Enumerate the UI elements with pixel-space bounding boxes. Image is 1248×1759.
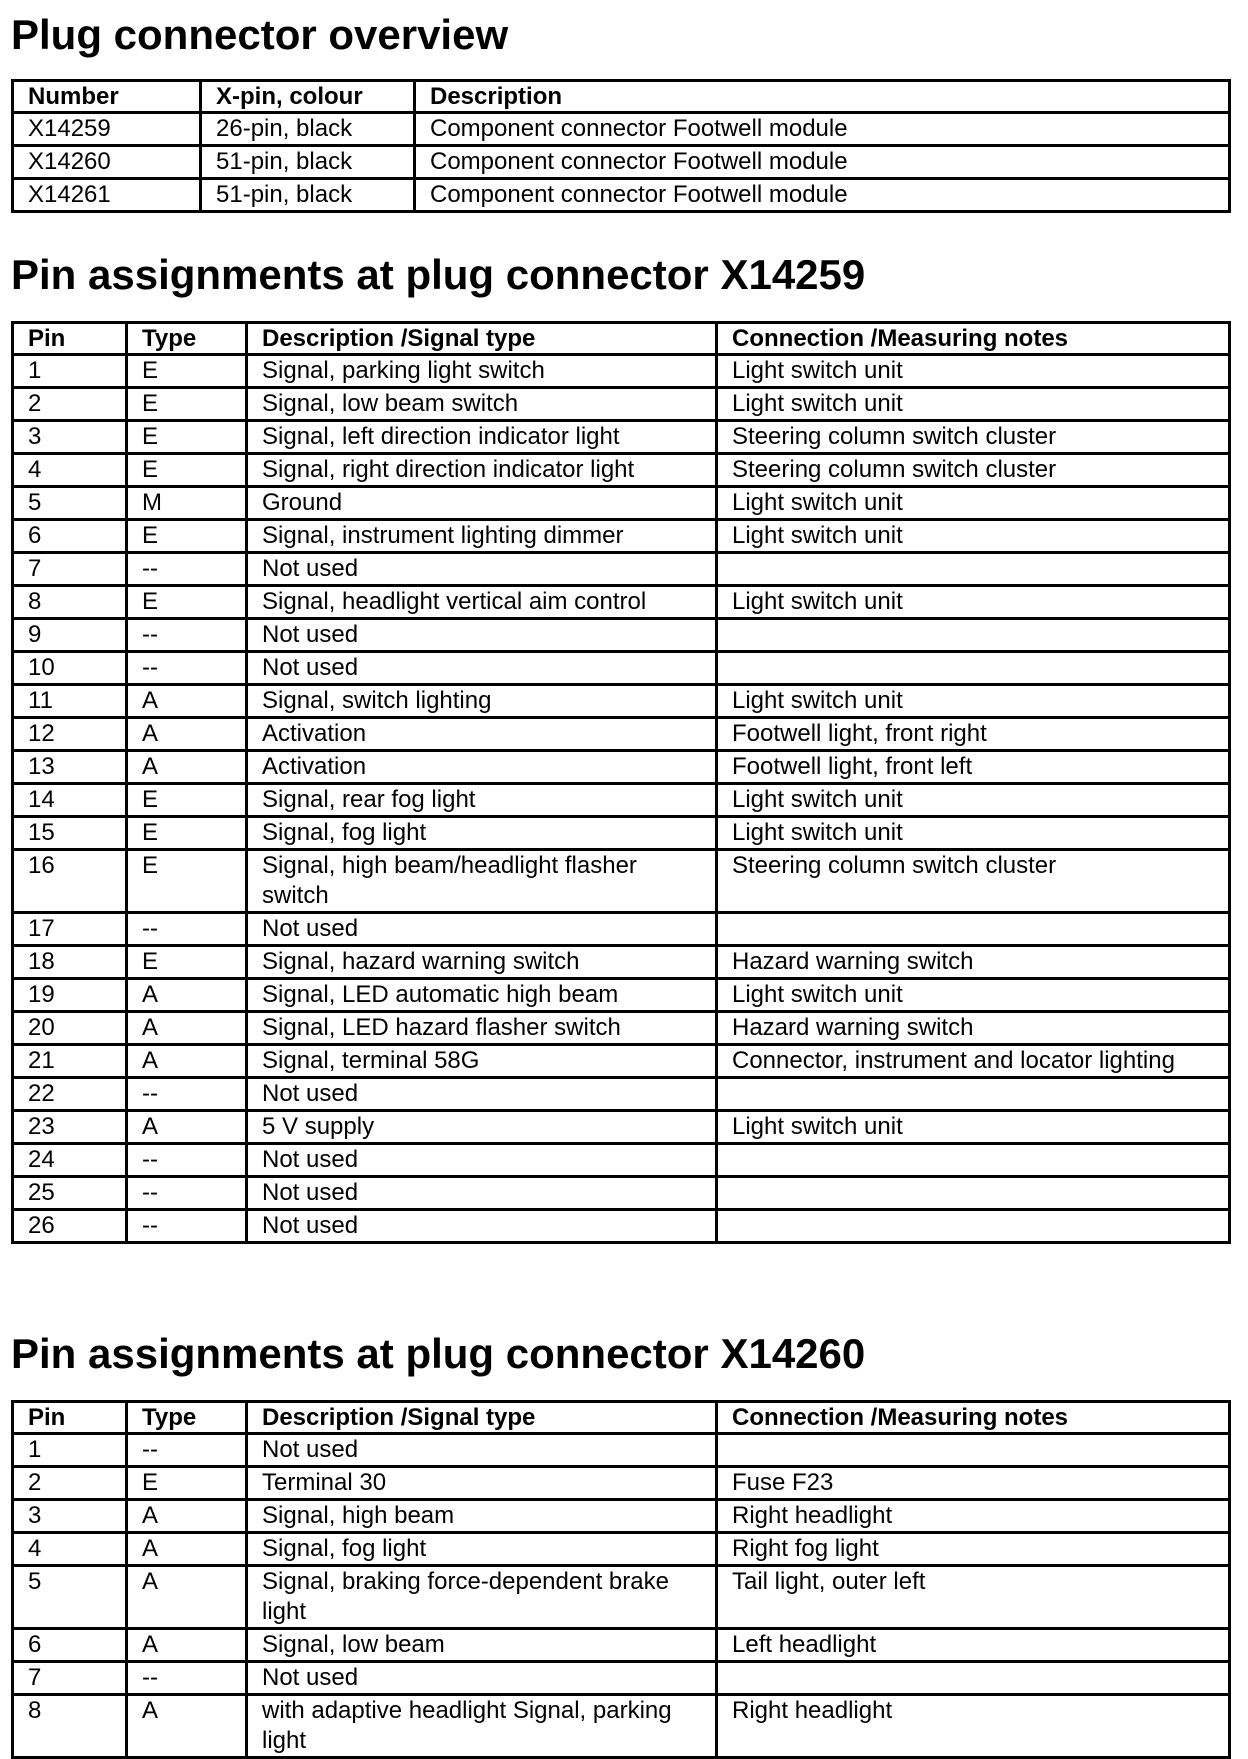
- description-cell: Signal, braking force-dependent brake light: [247, 1566, 717, 1629]
- x14260-title: Pin assignments at plug connector X14260: [11, 1330, 866, 1377]
- pin-cell: 25: [13, 1177, 127, 1210]
- description-cell: Signal, right direction indicator light: [247, 454, 717, 487]
- description-cell: Signal, LED hazard flasher switch: [247, 1012, 717, 1045]
- description-cell: Component connector Footwell module: [415, 179, 1230, 212]
- column-header-x-pin-colour: X-pin, colour: [201, 81, 415, 113]
- connection-cell: [717, 1078, 1230, 1111]
- table-row: [13, 1695, 1230, 1758]
- pin-cell: 6: [13, 520, 127, 553]
- description-cell: Terminal 30: [247, 1467, 717, 1500]
- table-row: [13, 1177, 1230, 1210]
- connection-cell: Light switch unit: [717, 1111, 1230, 1144]
- description-cell: with adaptive headlight Signal, parking light: [247, 1695, 717, 1758]
- pin-cell: 4: [13, 1533, 127, 1566]
- description-cell: Not used: [247, 553, 717, 586]
- type-cell: E: [127, 520, 247, 553]
- number-cell: X14260: [13, 146, 201, 179]
- table-row: [13, 355, 1230, 388]
- description-cell: Signal, headlight vertical aim control: [247, 586, 717, 619]
- table-row: [13, 1629, 1230, 1662]
- description-cell: 5 V supply: [247, 1111, 717, 1144]
- type-cell: --: [127, 913, 247, 946]
- table-row: [13, 1662, 1230, 1695]
- description-cell: Signal, fog light: [247, 817, 717, 850]
- type-cell: A: [127, 1111, 247, 1144]
- type-cell: --: [127, 1662, 247, 1695]
- description-cell: Ground: [247, 487, 717, 520]
- pin-cell: 2: [13, 1467, 127, 1500]
- table-row: [13, 179, 1230, 212]
- connection-cell: Steering column switch cluster: [717, 421, 1230, 454]
- connection-cell: Connector, instrument and locator lighting: [717, 1045, 1230, 1078]
- pin-cell: 2: [13, 388, 127, 421]
- pin-cell: 26: [13, 1210, 127, 1243]
- connection-cell: [717, 913, 1230, 946]
- table-row: [13, 586, 1230, 619]
- description-cell: Not used: [247, 619, 717, 652]
- description-cell: Signal, low beam switch: [247, 388, 717, 421]
- pin-cell: 15: [13, 817, 127, 850]
- column-header-connection: Connection /Measuring notes: [717, 323, 1230, 355]
- table-row: [13, 652, 1230, 685]
- pin-cell: 6: [13, 1629, 127, 1662]
- table-row: [13, 1210, 1230, 1243]
- description-cell: Not used: [247, 1078, 717, 1111]
- pin-cell: 10: [13, 652, 127, 685]
- connection-cell: [717, 1434, 1230, 1467]
- pin-cell: 7: [13, 553, 127, 586]
- table-row: [13, 1467, 1230, 1500]
- description-cell: Activation: [247, 751, 717, 784]
- table-row: [13, 1500, 1230, 1533]
- type-cell: A: [127, 1695, 247, 1758]
- table-row: [13, 913, 1230, 946]
- header-row: [13, 1402, 1230, 1434]
- type-cell: E: [127, 586, 247, 619]
- column-header-description: Description: [415, 81, 1230, 113]
- table-row: [13, 817, 1230, 850]
- pin-cell: 11: [13, 685, 127, 718]
- type-cell: E: [127, 355, 247, 388]
- x-pin-colour-cell: 51-pin, black: [201, 179, 415, 212]
- table-row: [13, 388, 1230, 421]
- description-cell: Signal, high beam: [247, 1500, 717, 1533]
- connection-cell: Left headlight: [717, 1629, 1230, 1662]
- description-cell: Signal, instrument lighting dimmer: [247, 520, 717, 553]
- type-cell: --: [127, 1210, 247, 1243]
- connection-cell: Light switch unit: [717, 487, 1230, 520]
- description-cell: Signal, switch lighting: [247, 685, 717, 718]
- description-cell: Signal, high beam/headlight flasher switch: [247, 850, 717, 913]
- pin-cell: 12: [13, 718, 127, 751]
- x14259-title: Pin assignments at plug connector X14259: [11, 251, 866, 298]
- description-cell: Not used: [247, 1144, 717, 1177]
- pin-cell: 21: [13, 1045, 127, 1078]
- pin-cell: 20: [13, 1012, 127, 1045]
- table-row: [13, 520, 1230, 553]
- table-row: [13, 751, 1230, 784]
- table-row: [13, 1012, 1230, 1045]
- table-row: [13, 113, 1230, 146]
- column-header-type: Type: [127, 1402, 247, 1434]
- connection-cell: Light switch unit: [717, 784, 1230, 817]
- connection-cell: Light switch unit: [717, 388, 1230, 421]
- description-cell: Component connector Footwell module: [415, 113, 1230, 146]
- type-cell: M: [127, 487, 247, 520]
- table-row: [13, 1045, 1230, 1078]
- type-cell: A: [127, 718, 247, 751]
- connection-cell: [717, 1210, 1230, 1243]
- pin-cell: 23: [13, 1111, 127, 1144]
- type-cell: E: [127, 850, 247, 913]
- pin-cell: 8: [13, 586, 127, 619]
- pin-cell: 3: [13, 1500, 127, 1533]
- column-header-number: Number: [13, 81, 201, 113]
- table-row: [13, 979, 1230, 1012]
- description-cell: Not used: [247, 1662, 717, 1695]
- description-cell: Signal, hazard warning switch: [247, 946, 717, 979]
- connection-cell: [717, 1144, 1230, 1177]
- overview-table: [11, 79, 1231, 213]
- connection-cell: Right headlight: [717, 1695, 1230, 1758]
- connection-cell: Footwell light, front left: [717, 751, 1230, 784]
- pin-cell: 18: [13, 946, 127, 979]
- header-row: [13, 323, 1230, 355]
- connection-cell: Light switch unit: [717, 355, 1230, 388]
- connection-cell: Tail light, outer left: [717, 1566, 1230, 1629]
- type-cell: --: [127, 652, 247, 685]
- column-header-pin: Pin: [13, 323, 127, 355]
- description-cell: Signal, LED automatic high beam: [247, 979, 717, 1012]
- pin-cell: 22: [13, 1078, 127, 1111]
- table-row: [13, 146, 1230, 179]
- type-cell: --: [127, 1078, 247, 1111]
- pin-cell: 5: [13, 1566, 127, 1629]
- type-cell: E: [127, 946, 247, 979]
- description-cell: Not used: [247, 652, 717, 685]
- connection-cell: Light switch unit: [717, 685, 1230, 718]
- description-cell: Not used: [247, 1434, 717, 1467]
- column-header-type: Type: [127, 323, 247, 355]
- connection-cell: Steering column switch cluster: [717, 454, 1230, 487]
- table-row: [13, 1434, 1230, 1467]
- pin-cell: 16: [13, 850, 127, 913]
- pin-cell: 5: [13, 487, 127, 520]
- type-cell: E: [127, 421, 247, 454]
- table-row: [13, 1111, 1230, 1144]
- table-row: [13, 454, 1230, 487]
- table-row: [13, 784, 1230, 817]
- connection-cell: [717, 652, 1230, 685]
- table-row: [13, 421, 1230, 454]
- pin-cell: 4: [13, 454, 127, 487]
- type-cell: A: [127, 685, 247, 718]
- connection-cell: Light switch unit: [717, 586, 1230, 619]
- type-cell: A: [127, 751, 247, 784]
- x-pin-colour-cell: 51-pin, black: [201, 146, 415, 179]
- description-cell: Signal, parking light switch: [247, 355, 717, 388]
- pin-cell: 13: [13, 751, 127, 784]
- type-cell: A: [127, 1629, 247, 1662]
- type-cell: E: [127, 388, 247, 421]
- connection-cell: Hazard warning switch: [717, 946, 1230, 979]
- connection-cell: [717, 619, 1230, 652]
- pin-cell: 24: [13, 1144, 127, 1177]
- type-cell: A: [127, 1533, 247, 1566]
- column-header-pin: Pin: [13, 1402, 127, 1434]
- x14260-pin-table: [11, 1400, 1231, 1759]
- table-row: [13, 1078, 1230, 1111]
- table-row: [13, 619, 1230, 652]
- type-cell: E: [127, 1467, 247, 1500]
- column-header-description: Description /Signal type: [247, 323, 717, 355]
- type-cell: --: [127, 619, 247, 652]
- description-cell: Not used: [247, 913, 717, 946]
- number-cell: X14261: [13, 179, 201, 212]
- description-cell: Signal, terminal 58G: [247, 1045, 717, 1078]
- pin-cell: 19: [13, 979, 127, 1012]
- x14259-pin-table: [11, 321, 1231, 1244]
- description-cell: Not used: [247, 1210, 717, 1243]
- connection-cell: Right fog light: [717, 1533, 1230, 1566]
- connection-cell: Light switch unit: [717, 817, 1230, 850]
- description-cell: Activation: [247, 718, 717, 751]
- type-cell: E: [127, 784, 247, 817]
- pin-cell: 8: [13, 1695, 127, 1758]
- connection-cell: Steering column switch cluster: [717, 850, 1230, 913]
- connection-cell: Light switch unit: [717, 979, 1230, 1012]
- column-header-description: Description /Signal type: [247, 1402, 717, 1434]
- column-header-connection: Connection /Measuring notes: [717, 1402, 1230, 1434]
- connection-cell: [717, 1177, 1230, 1210]
- type-cell: A: [127, 1012, 247, 1045]
- pin-cell: 9: [13, 619, 127, 652]
- table-row: [13, 1566, 1230, 1629]
- type-cell: --: [127, 1144, 247, 1177]
- table-row: [13, 946, 1230, 979]
- type-cell: --: [127, 1434, 247, 1467]
- table-row: [13, 553, 1230, 586]
- connection-cell: Fuse F23: [717, 1467, 1230, 1500]
- pin-cell: 7: [13, 1662, 127, 1695]
- pin-cell: 3: [13, 421, 127, 454]
- type-cell: A: [127, 1045, 247, 1078]
- description-cell: Not used: [247, 1177, 717, 1210]
- table-row: [13, 1144, 1230, 1177]
- type-cell: A: [127, 1566, 247, 1629]
- table-row: [13, 685, 1230, 718]
- pin-cell: 14: [13, 784, 127, 817]
- description-cell: Signal, low beam: [247, 1629, 717, 1662]
- connection-cell: [717, 1662, 1230, 1695]
- description-cell: Signal, fog light: [247, 1533, 717, 1566]
- description-cell: Signal, left direction indicator light: [247, 421, 717, 454]
- connection-cell: [717, 553, 1230, 586]
- table-row: [13, 1533, 1230, 1566]
- connection-cell: Footwell light, front right: [717, 718, 1230, 751]
- connection-cell: Light switch unit: [717, 520, 1230, 553]
- connection-cell: Hazard warning switch: [717, 1012, 1230, 1045]
- connection-cell: Right headlight: [717, 1500, 1230, 1533]
- header-row: [13, 81, 1230, 113]
- table-row: [13, 850, 1230, 913]
- x-pin-colour-cell: 26-pin, black: [201, 113, 415, 146]
- type-cell: A: [127, 1500, 247, 1533]
- description-cell: Component connector Footwell module: [415, 146, 1230, 179]
- type-cell: E: [127, 817, 247, 850]
- description-cell: Signal, rear fog light: [247, 784, 717, 817]
- table-row: [13, 487, 1230, 520]
- pin-cell: 1: [13, 355, 127, 388]
- type-cell: A: [127, 979, 247, 1012]
- overview-title: Plug connector overview: [11, 11, 509, 58]
- table-row: [13, 718, 1230, 751]
- number-cell: X14259: [13, 113, 201, 146]
- type-cell: --: [127, 553, 247, 586]
- type-cell: --: [127, 1177, 247, 1210]
- pin-cell: 1: [13, 1434, 127, 1467]
- type-cell: E: [127, 454, 247, 487]
- pin-cell: 17: [13, 913, 127, 946]
